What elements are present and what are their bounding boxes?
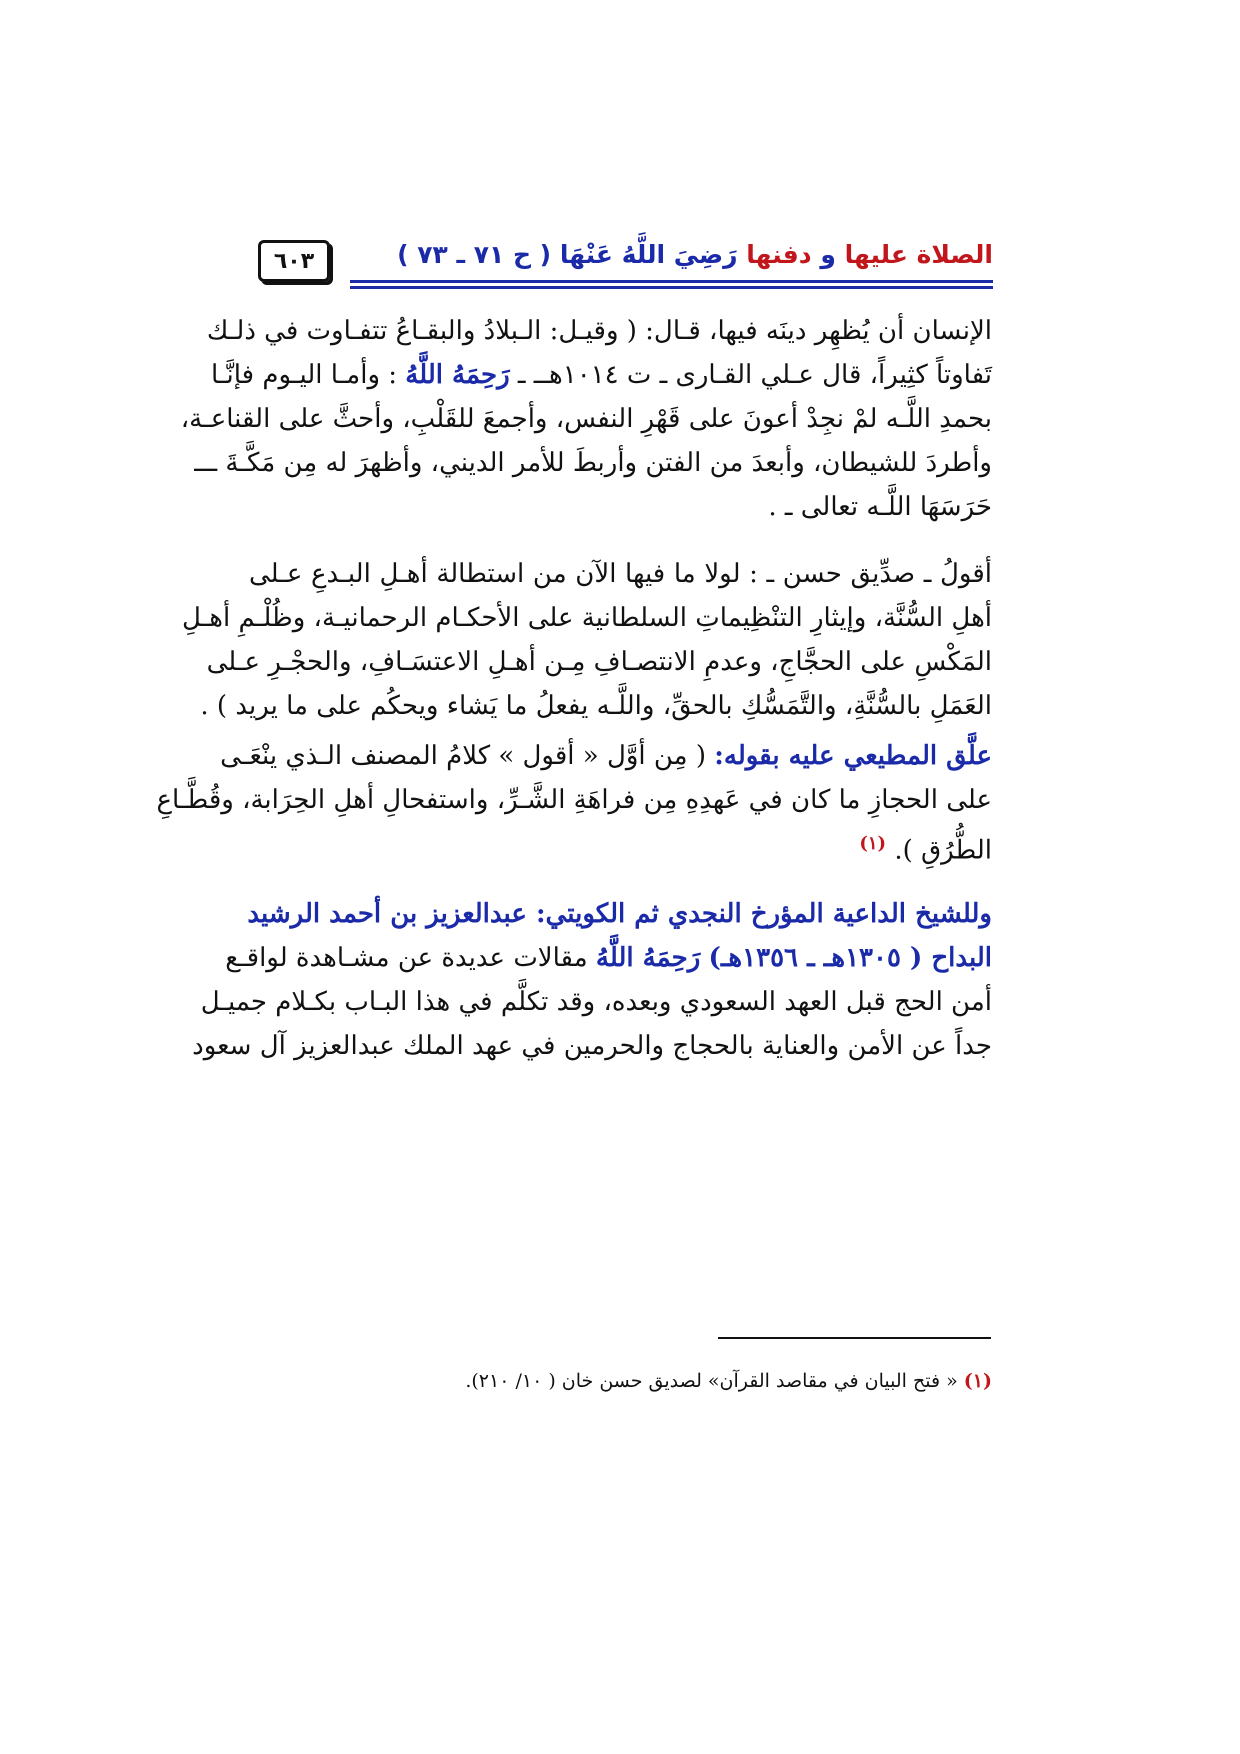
text-line-10	[220, 734, 992, 778]
title-part-1: الصلاة عليها	[844, 240, 993, 269]
text-line-7: أهلِ السُّنَّة، وإيثارِ التنْظِيماتِ السلطانية على الأحكـام الرحمانيـة، وظُلْـمِ أهـلِ	[182, 603, 992, 633]
text-line-14	[225, 936, 992, 980]
page-header	[258, 236, 993, 282]
title-ref: ( ح ٧١ ـ ٧٣ )	[397, 240, 552, 269]
footnote-number: (١)	[963, 1370, 992, 1392]
text-line-1: الإنسان أن يُظهِر دينَه فيها، قـال: ( وقيـل: الـبلادُ والبقـاعُ تتفـاوت في ذلـك	[206, 316, 992, 346]
text-line-12-main: الطُّرُقِ ).	[894, 835, 992, 866]
text-line-4: وأطردَ للشيطان، وأبعدَ من الفتن وأربطَ للأمر الديني، وأظهرَ له مِن مَكَّـةَ ـــ	[194, 448, 992, 478]
text-line-6: أقولُ ـ صدِّيق حسن ـ : لولا ما فيها الآن من استطالة أهـلِ البـدعِ عـلى	[249, 559, 992, 589]
title-part-3: دفنها	[746, 240, 812, 269]
text-line-15: أمن الحج قبل العهد السعودي وبعده، وقد تكلَّم في هذا البـاب بكـلام جميـل	[200, 987, 992, 1017]
text-line-2-tail: : وأمـا اليـوم فإنَّـا	[210, 360, 398, 390]
honorific-rahimahullah: رَحِمَهُ اللَّهُ	[405, 360, 510, 390]
text-line-10-main: ( مِن أوَّل « أقول » كلامُ المصنف الـذي ينْعَـى	[220, 741, 707, 771]
sheikh-dates: البداح ( ١٣٠٥هـ ـ ١٣٥٦هـ)	[708, 943, 992, 973]
text-line-2	[210, 353, 992, 397]
text-line-5: حَرَسَهَا اللَّـه تعالى ـ .	[768, 492, 992, 522]
page-number: ٦٠٣	[258, 240, 330, 282]
footnote-marker: (١)	[859, 833, 887, 854]
footnote-rule	[718, 1337, 991, 1339]
text-line-2-main: تَفاوتاً كثِيراً، قال عـلي القـارى ـ ت ١٠١٤هــ ـ	[517, 360, 992, 390]
text-line-13	[249, 892, 992, 936]
text-line-16: جداً عن الأمن والعناية بالحجاج والحرمين في عهد الملك عبدالعزيز آل سعود	[192, 1031, 992, 1061]
text-line-3: بحمدِ اللَّـه لمْ نجِدْ أعونَ على قَهْرِ النفس، وأجمعَ للقَلْبِ، وأحثَّ على القناعـة،	[180, 404, 992, 434]
text-line-12	[249, 822, 992, 873]
commentary-lead: علَّق المطيعي عليه بقوله:	[714, 741, 992, 771]
text-line-11: على الحجازِ ما كان في عَهدِهِ مِن فراهَةِ الشَّـرِّ، واستفحالِ أهلِ الحِرَابة، وقُطَّـاعِ	[156, 785, 992, 815]
footnote-text: « فتح البيان في مقاصد القرآن» لصديق حسن خان ( ١٠/ ٢١٠).	[465, 1370, 958, 1392]
text-line-9: العَمَلِ بالسُّنَّةِ، والتَّمَسُّكِ بالحقِّ، واللَّـه يفعلُ ما يَشاء ويحكُم على ما يريد ) .	[200, 691, 992, 721]
text-line-14-main: مقالات عديدة عن مشـاهدة لواقـع	[225, 943, 588, 973]
text-line-8: المَكْسِ على الحجَّاجِ، وعدمِ الانتصـافِ مِـن أهـلِ الاعتسَـافِ، والحجْـرِ عـلى	[206, 647, 992, 677]
honorific-rahimahullah-2: رَحِمَهُ اللَّهُ	[595, 943, 701, 973]
sheikh-name-lead: وللشيخ الداعية المؤرخ النجدي ثم الكويتي: عبدالعزيز بن أحمد الرشيد	[247, 899, 992, 929]
footnote	[249, 1364, 992, 1398]
title-honorific: رَضِيَ اللَّهُ عَنْهَا	[559, 240, 738, 269]
title-part-2: و	[820, 240, 836, 269]
header-rule	[350, 280, 993, 283]
running-title	[397, 240, 993, 269]
